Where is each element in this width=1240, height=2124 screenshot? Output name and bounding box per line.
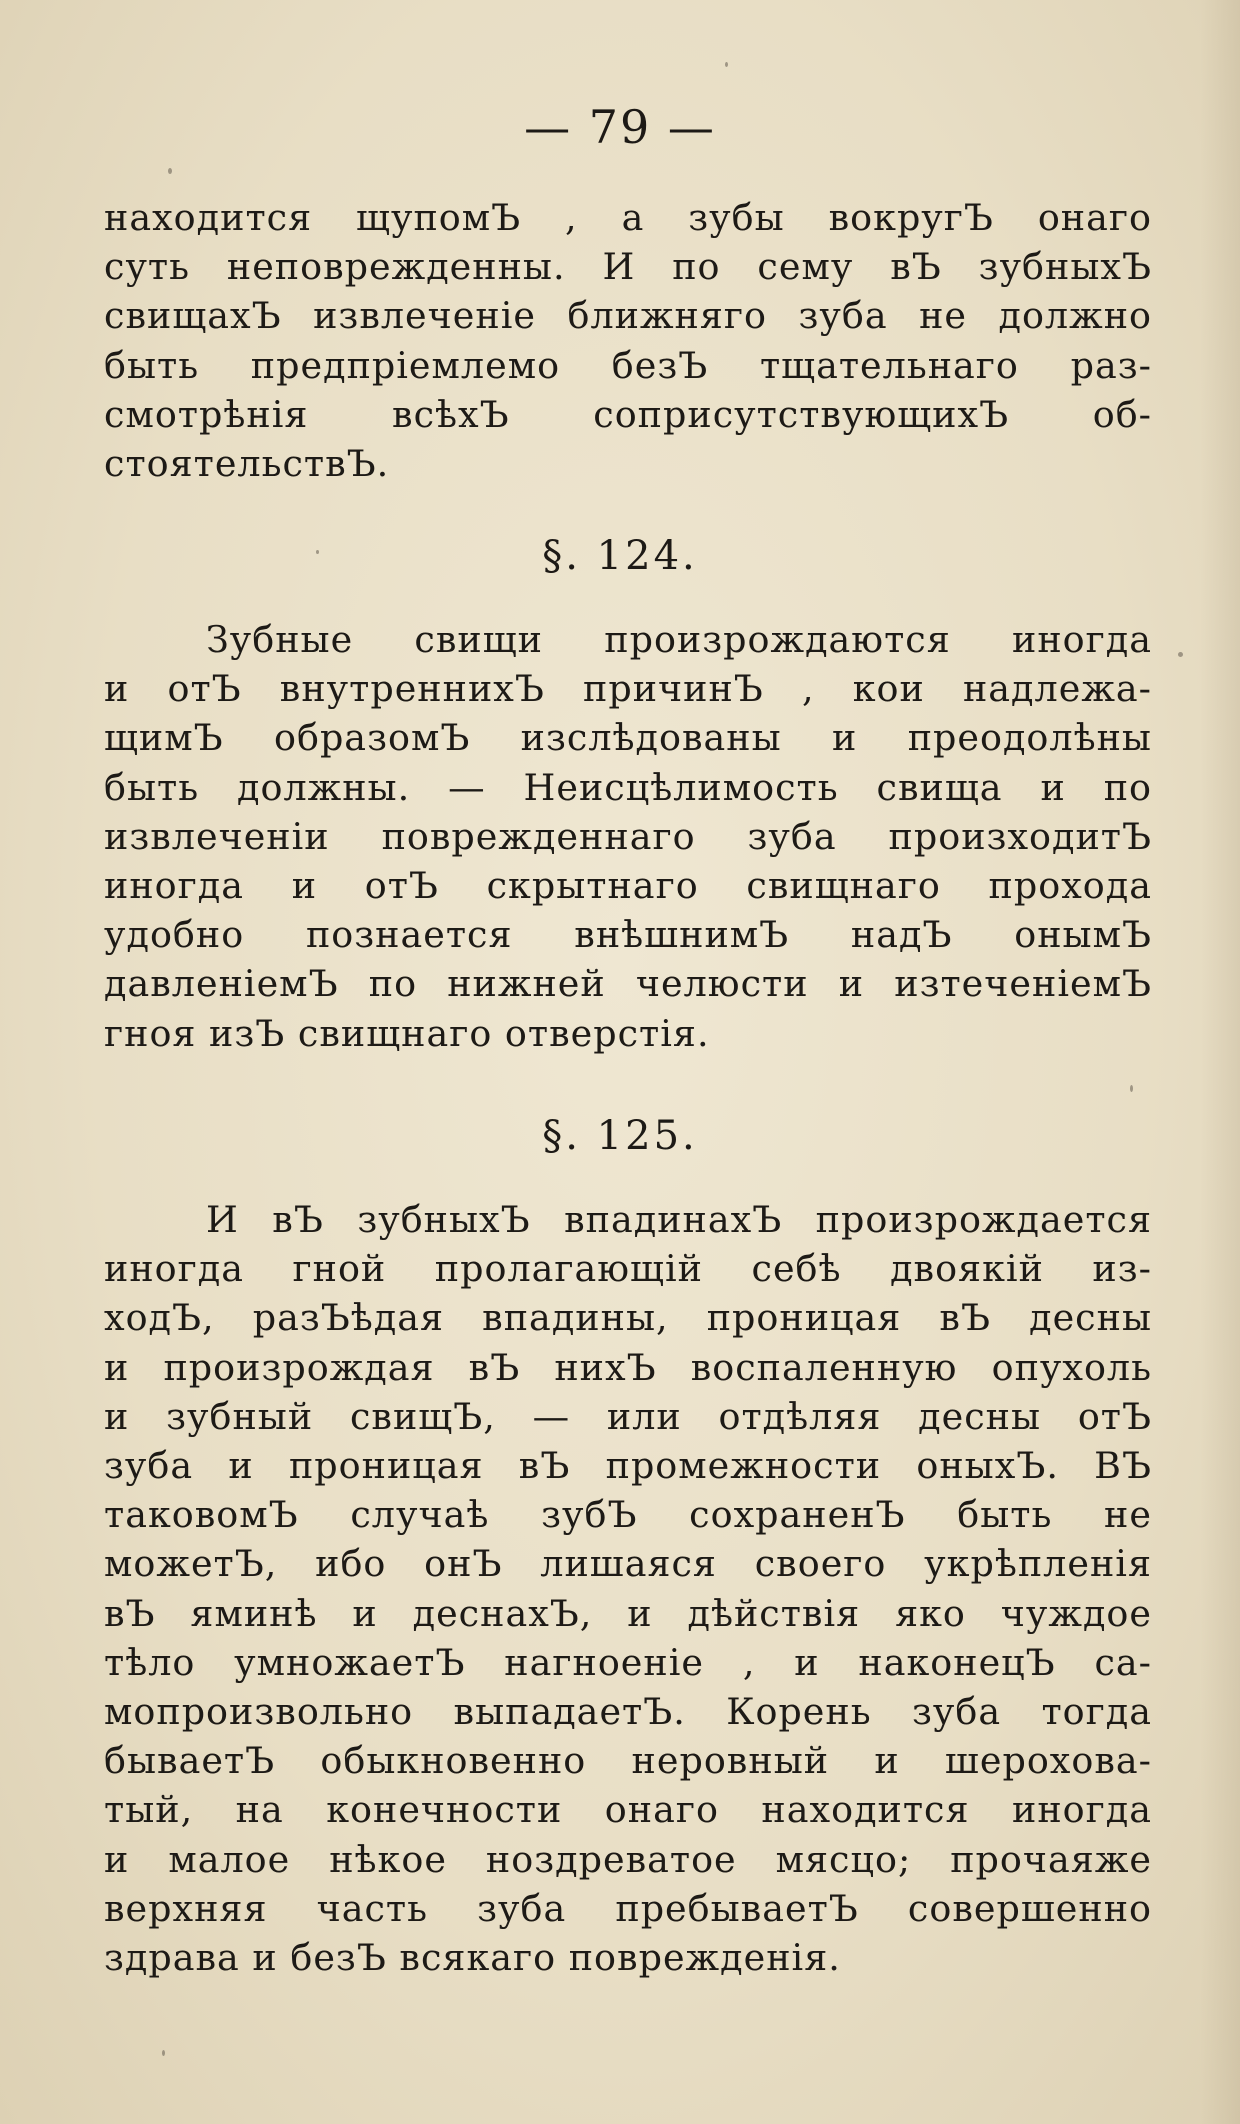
text-line: находится щупомЪ , а зубы вокругЪ онаго (104, 196, 1152, 239)
text-line: можетЪ, ибо онЪ лишаяся своего укрѣпленія (104, 1542, 1152, 1586)
text-line: смотрѣнія всѣхЪ соприсутствующихЪ об- (104, 392, 1152, 436)
text-line: Зубные свищи произрождаются иногда (206, 618, 1152, 661)
paper-speck (162, 2050, 165, 2056)
text-line: и произрождая вЪ нихЪ воспаленную опухоль (104, 1345, 1152, 1389)
text-line: извлеченіи поврежденнаго зуба произходитЪ (104, 814, 1152, 858)
text-line: щимЪ образомЪ изслѣдованы и преодолѣны (104, 716, 1152, 760)
text-line: иногда гной пролагающій себѣ двоякій из- (104, 1247, 1152, 1291)
text-line: И вЪ зубныхЪ впадинахЪ произрождается (206, 1198, 1152, 1241)
section-heading-125: §. 125. (542, 1113, 698, 1159)
text-line: быть должны. — Неисцѣлимость свища и по (104, 765, 1152, 809)
text-line: и отЪ внутреннихЪ причинЪ , кои надлежа- (104, 667, 1152, 711)
page-number: — 79 — (524, 100, 716, 154)
text-line: вЪ яминѣ и деснахЪ, и дѣйствія яко чуждое (104, 1591, 1152, 1635)
text-line: мопроизвольно выпадаетЪ. Корень зуба тогда (104, 1690, 1152, 1734)
text-line: здрава и безЪ всякаго поврежденія. (104, 1936, 841, 1980)
paper-speck (725, 62, 728, 67)
paper-speck (1178, 652, 1183, 657)
text-line: ходЪ, разЪѣдая впадины, проницая вЪ десны (104, 1296, 1152, 1340)
text-line: тый, на конечности онаго находится иногда (104, 1788, 1152, 1832)
text-line: верхняя часть зуба пребываетЪ совершенно (104, 1886, 1152, 1930)
text-line: и зубный свищЪ, — или отдѣляя десны отЪ (104, 1394, 1152, 1438)
paragraph-continuation (104, 193, 1152, 488)
paper-speck (1130, 1085, 1133, 1092)
text-line: зуба и проницая вЪ промежности оныхЪ. ВЪ (104, 1444, 1152, 1488)
text-line: суть неповрежденны. И по сему вЪ зубныхЪ (104, 245, 1152, 289)
text-line: давленіемЪ по нижней челюсти и изтеченіемЪ (104, 962, 1152, 1006)
text-line: стоятельствЪ. (104, 442, 390, 486)
paragraph-section-125 (104, 1195, 1152, 1982)
text-line: тѣло умножаетЪ нагноеніе , и наконецЪ са- (104, 1640, 1152, 1684)
text-line: таковомЪ случаѣ зубЪ сохраненЪ быть не (104, 1493, 1152, 1537)
paragraph-section-124 (104, 615, 1152, 1058)
text-line: иногда и отЪ скрытнаго свищнаго прохода (104, 864, 1152, 908)
paper-speck (316, 550, 319, 554)
text-line: удобно познается внѣшнимЪ надЪ онымЪ (104, 913, 1152, 957)
text-line: и малое нѣкое ноздреватое мясцо; прочаяже (104, 1837, 1152, 1881)
paper-speck (168, 168, 172, 174)
text-line: свищахЪ извлеченіе ближняго зуба не должно (104, 294, 1152, 338)
text-line: гноя изЪ свищнаго отверстія. (104, 1011, 710, 1055)
text-line: бываетЪ обыкновенно неровный и шерохова- (104, 1739, 1152, 1783)
section-heading-124: §. 124. (542, 533, 698, 579)
text-line: быть предпріемлемо безЪ тщательнаго раз- (104, 343, 1152, 387)
page-edge-shadow (1200, 0, 1240, 2124)
